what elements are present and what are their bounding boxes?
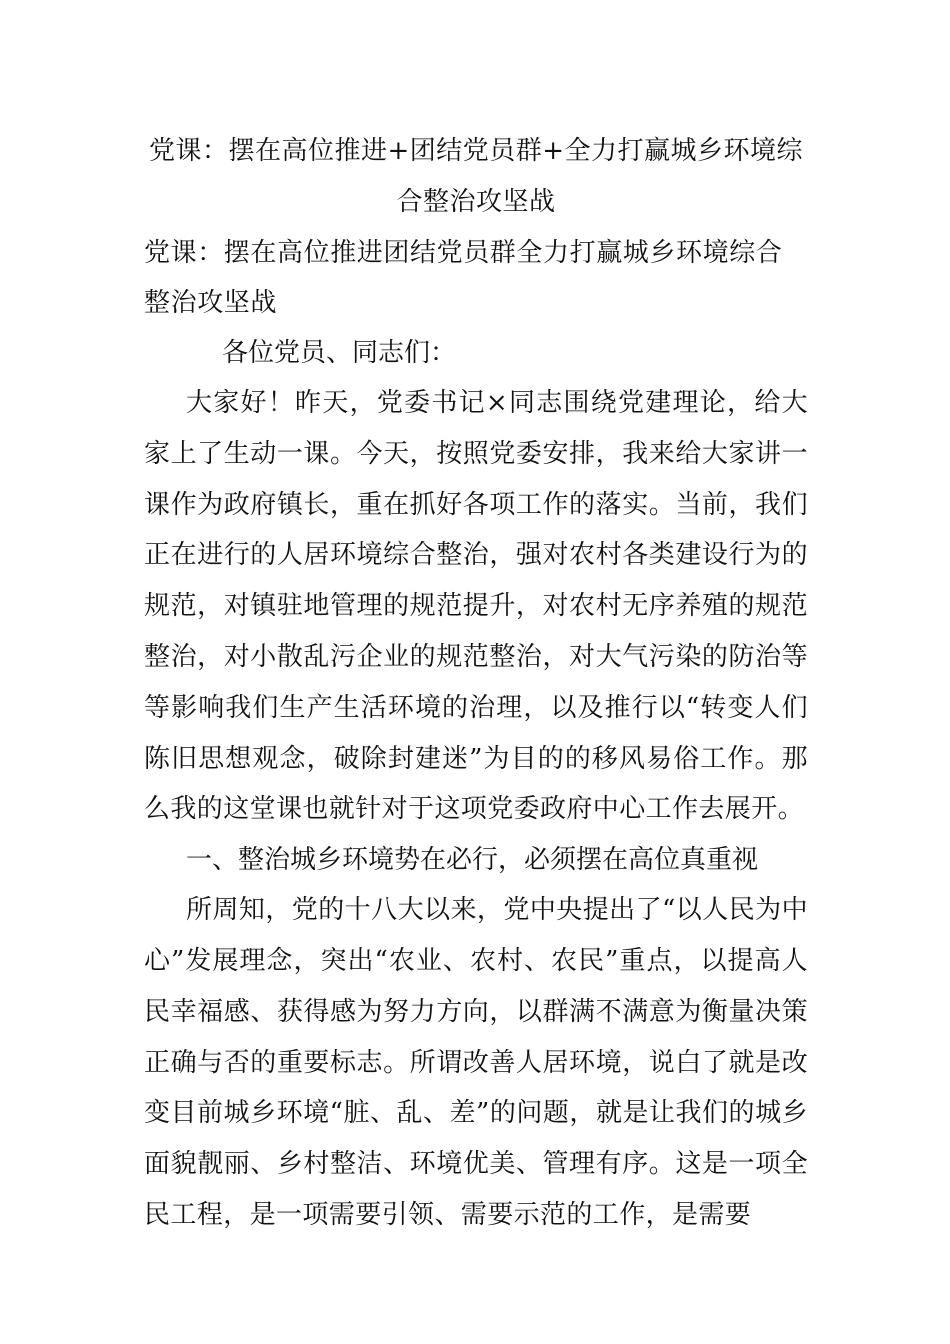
document-title: 党课：摆在高位推进+团结党员群+全力打赢城乡环境综合整治攻坚战 [148,136,804,217]
paragraph-intro: 大家好！昨天，党委书记×同志围绕党建理论，给大家上了生动一课。今天，按照党委安排，我来给大家讲一课作为政府镇长，重在抓好各项工作的落实。当前，我们正在进行的人居环境综合整治，强对农村各类建设行为的规范，对镇驻地管理的规范提升，对农村无序养殖的规范整治，对小散乱污企业的规范整治，对大气污染的防治等等影响我们生产生活环境的治理，以及推行以“转变人们陈旧思想观念，破除封建迷”为目的的移风易俗工作。那么我的这堂课也就针对于这项党委政府中心工作去展开。 [144,388,808,825]
document-body [144,126,808,1241]
paragraph-section-1: 所周知，党的十八大以来，党中央提出了“以人民为中心”发展理念，突出“农业、农村、农民”重点，以提高人民幸福感、获得感为努力方向，以群满不满意为衡量决策正确与否的重要标志。所谓改善人居环境，说白了就是改变目前城乡环境“脏、乱、差”的问题，就是让我们的城乡面貌靓丽、乡村整洁、环境优美、管理有序。这是一项全民工程，是一项需要引领、需要示范的工作，是需要 [144,895,808,1230]
document-subtitle: 党课：摆在高位推进团结党员群全力打赢城乡环境综合整治攻坚战 [144,238,783,318]
section-heading-1: 一、整治城乡环境势在必行，必须摆在高位真重视 [186,845,759,876]
salutation: 各位党员、同志们： [222,338,457,368]
